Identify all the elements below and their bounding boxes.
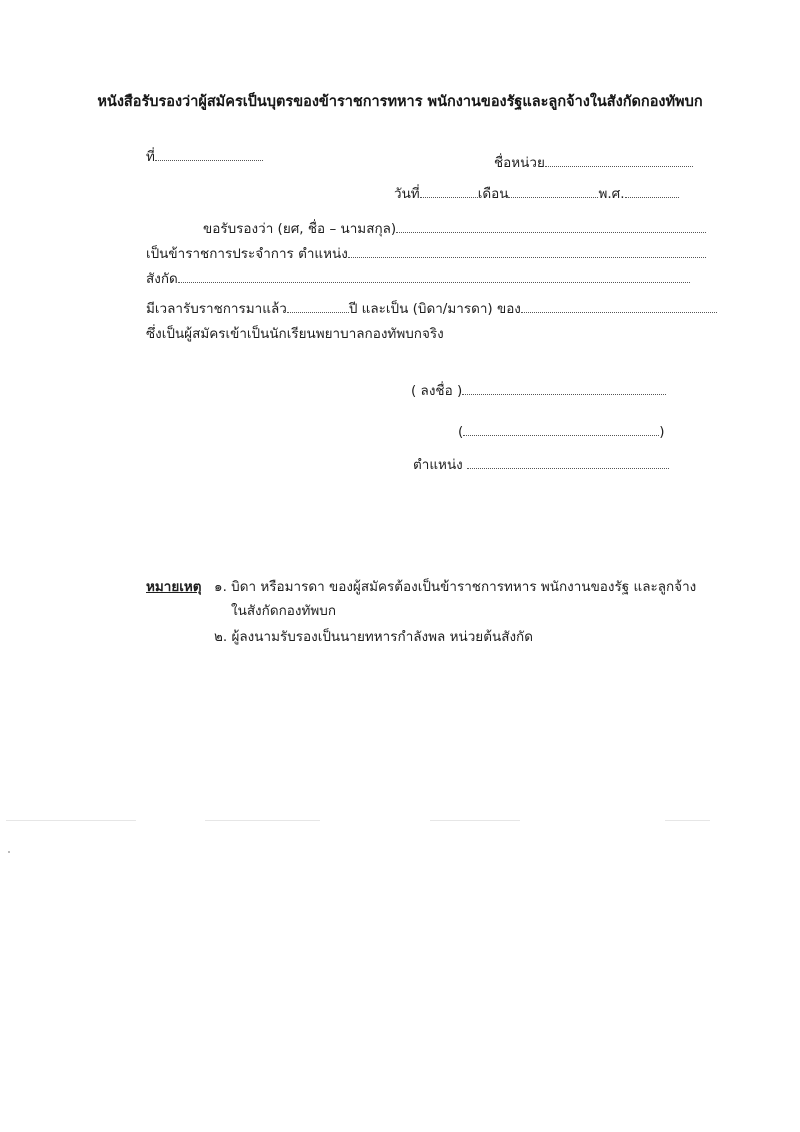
date-day-label: วันที่	[394, 186, 420, 202]
certify-name-label: ขอรับรองว่า (ยศ, ชื่อ – นามสกุล)	[203, 221, 397, 237]
unit-name-field[interactable]	[545, 154, 693, 167]
scan-artifact	[250, 820, 320, 821]
position-row	[146, 245, 706, 263]
affiliation-row	[146, 270, 690, 288]
scan-artifact	[665, 820, 710, 821]
closing-text: ซึ่งเป็นผู้สมัครเข้าเป็นนักเรียนพยาบาลกองทัพบกจริง	[146, 326, 444, 342]
reference-number-row	[146, 148, 263, 166]
note-item-2-text: ผู้ลงนามรับรองเป็นนายทหารกำลังพล หน่วยต้นสังกัด	[231, 629, 533, 645]
note-item-1-number: ๑.	[214, 579, 227, 595]
scan-artifact	[8, 851, 10, 853]
service-row	[146, 300, 717, 318]
note-item-1-continuation: ในสังกัดกองทัพบก	[231, 603, 337, 619]
position-field[interactable]	[348, 245, 706, 258]
note-item-1-text: บิดา หรือมารดา ของผู้สมัครต้องเป็นข้าราชการทหาร พนักงานของรัฐ และลูกจ้าง	[231, 579, 697, 595]
signer-name-close-paren: )	[659, 424, 665, 440]
service-years-label: ปี และเป็น (บิดา/มารดา) ของ	[348, 301, 521, 317]
signature-row	[411, 382, 666, 400]
certify-name-row	[203, 220, 706, 238]
reference-number-field[interactable]	[155, 148, 263, 161]
signer-name-field[interactable]	[463, 423, 659, 436]
child-name-field[interactable]	[521, 300, 717, 313]
document-title: หนังสือรับรองว่าผู้สมัครเป็นบุตรของข้าราชการทหาร พนักงานของรัฐและลูกจ้างในสังกัดกองทัพบก	[97, 94, 703, 110]
date-day-field[interactable]	[420, 185, 478, 198]
note-label	[146, 578, 202, 596]
note-heading: หมายเหตุ	[146, 579, 202, 595]
signer-name-open-paren: (	[458, 424, 464, 440]
note-item-2-number: ๒.	[214, 629, 228, 645]
service-label: มีเวลารับราชการมาแล้ว	[146, 301, 287, 317]
affiliation-label: สังกัด	[146, 271, 178, 287]
scan-artifact	[6, 820, 136, 821]
position-label: เป็นข้าราชการประจำการ ตำแหน่ง	[146, 246, 348, 262]
unit-name-label: ชื่อหน่วย	[494, 155, 545, 171]
reference-number-label: ที่	[146, 149, 155, 165]
signer-position-row	[413, 456, 669, 474]
date-month-field[interactable]	[508, 185, 598, 198]
scan-artifact	[430, 820, 520, 821]
date-row	[394, 185, 679, 203]
signer-position-label: ตำแหน่ง	[413, 457, 463, 473]
date-year-field[interactable]	[625, 185, 679, 198]
signer-position-field[interactable]	[467, 456, 669, 469]
certify-name-field[interactable]	[396, 220, 706, 233]
signature-label: ( ลงชื่อ )	[411, 383, 463, 399]
signer-name-row	[458, 423, 665, 441]
note-item-1	[214, 578, 696, 596]
affiliation-field[interactable]	[178, 270, 690, 283]
service-years-field[interactable]	[287, 300, 349, 313]
unit-name-row	[494, 154, 693, 172]
signature-field[interactable]	[462, 382, 666, 395]
date-month-label: เดือน	[477, 186, 509, 202]
date-year-label: พ.ศ.	[598, 186, 625, 202]
note-item-2	[214, 628, 533, 646]
